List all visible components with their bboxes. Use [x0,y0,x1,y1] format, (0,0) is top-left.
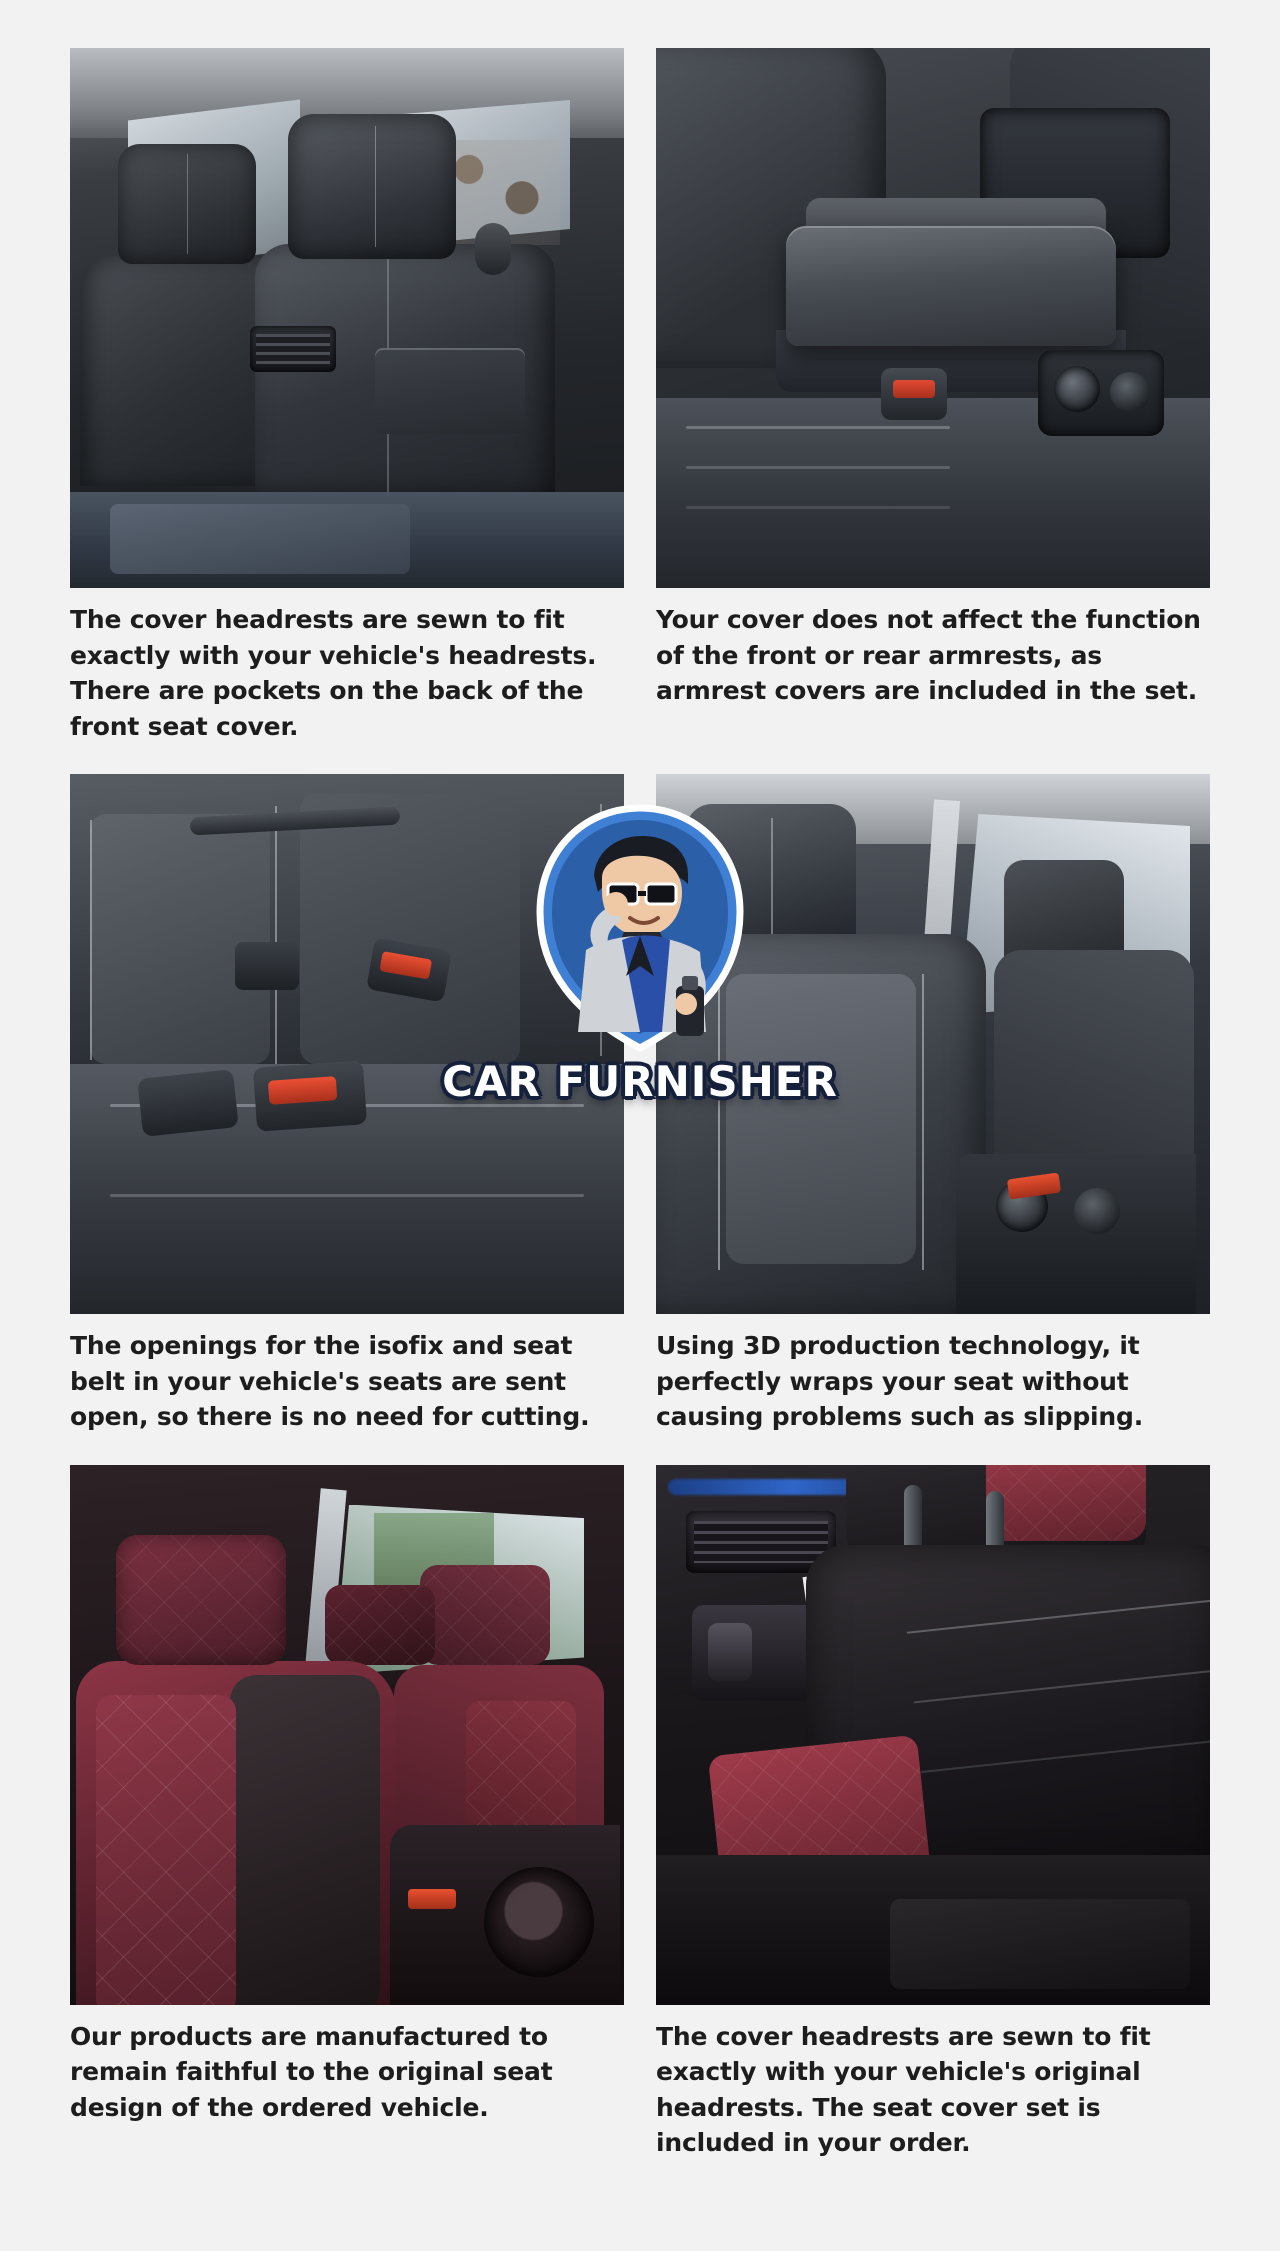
feature-caption: The cover headrests are sewn to fit exactly with your vehicle's headrests. There are pockets on the back of the front seat cover. [70,605,597,741]
feature-item [656,1465,1210,2161]
photo-black-leather-front-seats-headrests-and-seat-back-pocket [70,48,624,588]
feature-caption: Using 3D production technology, it perfectly wraps your seat without causing problems such as slipping. [656,1331,1144,1431]
feature-caption: The openings for the isofix and seat belt in your vehicle's seats are sent open, so there is no need for cutting. [70,1331,590,1431]
feature-grid [70,48,1210,2191]
feature-item [656,774,1210,1435]
feature-caption: Our products are manufactured to remain faithful to the original seat design of the ordered vehicle. [70,2021,553,2122]
photo-front-seats-3d-fitted-cover-interior-view [656,774,1210,1314]
feature-caption: The cover headrests are sewn to fit exactly with your vehicle's original headrests. The seat cover set is included in your order. [656,2021,1151,2157]
feature-item [70,774,624,1435]
photo-burgundy-diamond-quilted-front-seats-interior [70,1465,624,2005]
feature-item [656,48,1210,744]
feature-item [70,1465,624,2161]
watermark-brand-text: CAR FURNISHER [442,1057,838,1106]
photo-front-armrest-with-cup-holders-close-up [656,48,1210,588]
photo-rear-bench-seat-with-isofix-and-seat-belt-buckle-openings [70,774,624,1314]
feature-caption: Your cover does not affect the function of the front or rear armrests, as armrest covers are included in the set. [656,605,1201,705]
photo-black-and-red-leather-seat-with-headrest-posts-and-console [656,1465,1210,2005]
feature-item [70,48,624,744]
